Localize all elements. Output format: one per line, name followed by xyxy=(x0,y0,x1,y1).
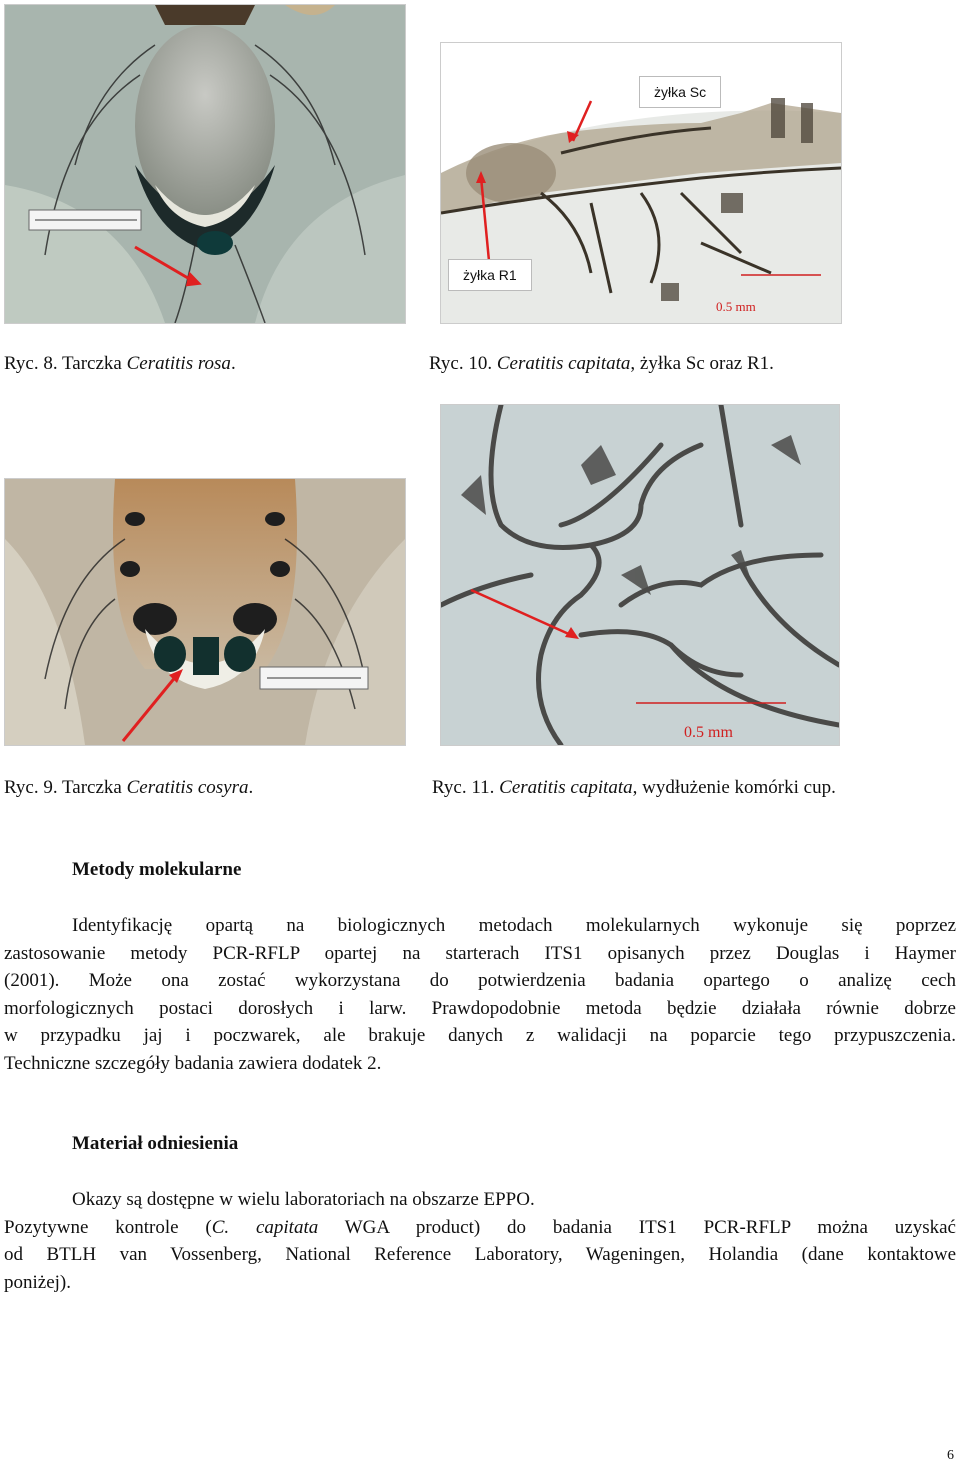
label-vein-sc: żyłka Sc xyxy=(639,76,721,108)
paragraph-line: Identyfikację opartą na biologicznych metodach molekularnych wykonuje się poprzez xyxy=(72,915,956,936)
molecular-methods-paragraph xyxy=(4,912,956,1077)
ceratitis-cosyra-photo xyxy=(5,479,405,745)
text-run: Pozytywne kontrole ( xyxy=(4,1216,212,1238)
text-run: WGA product) do badania ITS1 PCR-RFLP można uzyskać xyxy=(318,1216,956,1238)
section-heading-reference-material: Materiał odniesienia xyxy=(72,1133,239,1154)
caption-text: Ryc. 10. xyxy=(429,353,497,374)
reference-material-paragraph xyxy=(4,1186,956,1296)
caption-text: , żyłka Sc oraz R1. xyxy=(630,353,774,374)
caption-species: Ceratitis capitata xyxy=(496,353,631,374)
section-heading-molecular-methods: Metody molekularne xyxy=(72,859,242,880)
figure-9-caption xyxy=(4,777,253,799)
caption-species: Ceratitis capitata xyxy=(499,777,633,798)
figure-8-image xyxy=(4,4,406,324)
paragraph-line: Okazy są dostępne w wielu laboratoriach na obszarze EPPO. xyxy=(72,1189,535,1210)
paragraph-line: od BTLH van Vossenberg, National Reference Laboratory, Wageningen, Holandia (dane kontaktowe xyxy=(4,1244,956,1265)
paragraph-line: w przypadku jaj i poczwarek, ale brakuje danych z walidacji na poparcie tego przypuszczenia. xyxy=(4,1025,956,1046)
caption-species: Ceratitis cosyra xyxy=(126,777,249,798)
figure-11-image xyxy=(440,404,840,746)
caption-species: Ceratitis rosa xyxy=(126,353,231,374)
figure-11-caption xyxy=(432,777,836,799)
caption-text: Ryc. 9. Tarczka xyxy=(4,777,127,798)
caption-text: , wydłużenie komórki cup. xyxy=(632,777,836,798)
paragraph-line xyxy=(4,1214,956,1242)
paragraph-line: zastosowanie metody PCR-RFLP opartej na starterach ITS1 opisanych przez Douglas i Haymer xyxy=(4,942,956,964)
cup-cell-photo xyxy=(441,405,839,745)
page-number: 6 xyxy=(947,1448,954,1463)
paragraph-line: morfologicznych postaci dorosłych i larw. Prawdopodobnie metoda będzie działała równie dobrze xyxy=(4,997,956,1019)
figure-10-caption xyxy=(429,353,774,375)
label-vein-r1: żyłka R1 xyxy=(448,259,532,291)
fig11-scale-label: 0.5 mm xyxy=(684,724,733,741)
caption-text: Ryc. 8. Tarczka xyxy=(4,353,127,374)
paragraph-line: poniżej). xyxy=(4,1271,72,1293)
ceratitis-rosa-photo xyxy=(5,5,405,323)
figure-8-caption xyxy=(4,353,236,375)
figure-9-image xyxy=(4,478,406,746)
paragraph-line: Techniczne szczegóły badania zawiera dodatek 2. xyxy=(4,1052,382,1074)
caption-text: . xyxy=(248,777,254,798)
paragraph-line: (2001). Może ona zostać wykorzystana do potwierdzenia badania opartego o analizę cech xyxy=(4,970,956,991)
fig10-scale-label: 0.5 mm xyxy=(716,299,756,314)
species-name: C. capitata xyxy=(211,1216,319,1238)
caption-text: Ryc. 11. xyxy=(432,777,500,798)
caption-text: . xyxy=(230,353,236,374)
